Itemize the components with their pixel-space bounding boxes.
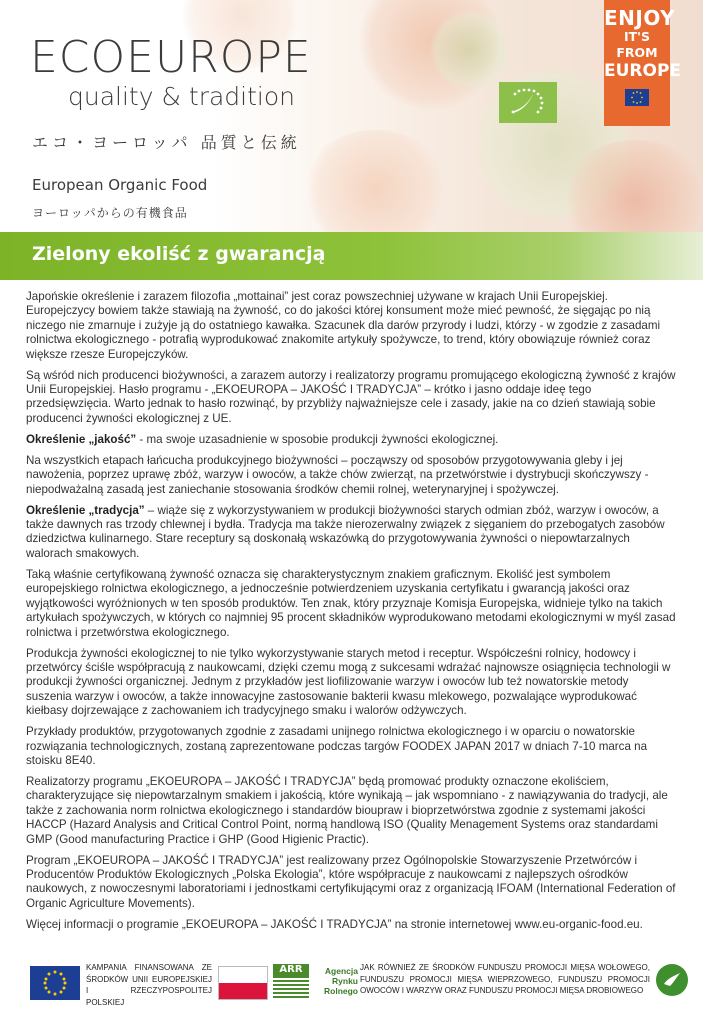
arr-logo — [273, 964, 309, 1000]
paragraph: Więcej informacji o programie „EKOEUROPA – JAKOŚĆ I TRADYCJA” na stronie internetowej www.eu-organic-food.eu. — [26, 917, 643, 931]
article-body — [26, 290, 676, 939]
title-bar — [0, 232, 703, 280]
eu-flag-icon — [625, 89, 649, 106]
paragraph: Określenie „tradycja” – wiąże się z wykorzystywaniem w produkcji biożywności starych odmian zbóż, warzyw i owoców, a także dawnych ras trzody chlewnej i bydła. Tradycja ma także nierozerwalny związek z sięganiem do przebogatych zasobów dziedzictwa kulinarnego. Stare receptury są doskonałą wskazówką do przygotowywania żywności o niepowtarzalnych walorach smakowych. — [26, 503, 665, 560]
paragraph: Realizatorzy programu „EKOEUROPA – JAKOŚĆ I TRADYCJA” będą promować produkty oznaczone ekoliściem, charakteryzujące się niepowtarzalnym smakiem i jakością, które wynikają – jak wspomniano - z nawiązywania do tradycji, ale także z zachowania norm rolnictwa ekologicznego i standardów bioupraw i bioprzetwórstwa zgodnie z systemami jakości HACCP (Hazard Analysis and Critical Control Point, normą handlową ISO (Quality Menagement Systems oraz standardami GMP (Good manufacturing Practice i GHP (Good Higienic Practic). — [26, 774, 668, 846]
polish-flag-icon — [218, 966, 268, 1000]
logo-tagline: quality & tradition — [68, 82, 296, 111]
europe-text: EUROPE — [604, 61, 682, 81]
page-title: Zielony ekoliść z gwarancją — [32, 243, 326, 265]
paragraph: Produkcja żywności ekologicznej to nie tylko wykorzystywanie starych metod i receptur. Współcześni rolnicy, hodowcy i przetwórcy ściśle współpracują z naukowcami, dzięki czemu mogą z sukcesami wdrażać najnowsze osiągnięcia technologii w produkcji żywności organicznej. Jednym z przykładów jest liofilizowanie warzyw i owoców lub też nowatorskie metody suszenia warzyw i owoców, a także innowacyjne zastosowanie bakterii kwasu mlekowego, pozwalające wyprodukować kiełbasy dojrzewające z zachowaniem ich tradycyjnego smaku i walorów odżywczych. — [26, 646, 671, 718]
paragraph: Określenie „jakość” - ma swoje uzasadnienie w sposobie produkcji żywności ekologicznej. — [26, 432, 499, 446]
paragraph: Program „EKOEUROPA – JAKOŚĆ I TRADYCJA” jest realizowany przez Ogólnopolskie Stowarzyszenie Przetwórców i Producentów Produktów Ekologicznych „Polska Ekologia”, które współpracuje z naukowcami z najlepszych ośrodków naukowych, z nowoczesnymi laboratoriami i jednostkami certyfikującymi oraz z organizacją IFOAM (International Federation of Organic Agriculture Movements). — [26, 853, 676, 910]
agency-name: Agencja Rynku Rolnego — [324, 966, 358, 996]
paragraph: Są wśród nich producenci biożywności, a zarazem autorzy i realizatorzy programu promującego ekologiczną żywność z krajów Unii Europejskiej. Hasło programu - „EKOEUROPA – JAKOŚĆ I TRADYCJA” – krótko i jasno oddaje ideę tego przedsięwzięcia. Warto jednak to hasło rozwinąć, by przybliży najważniejsze cele i zasady, jakie na co dzień stawiają sobie producenci żywności ekologicznej z UE. — [26, 368, 676, 425]
paragraph: Japońskie określenie i zarazem filozofia „mottainai” jest coraz powszechniej używane w krajach Unii Europejskiej. Europejczycy bowiem także stawiają na żywność, co do jakości której konsument może mieć pewność, że sięgając po nią niczego nie zmarnuje i zużyje ją do ostatniego kawałka. Szacunek dla darów przyrody i ludzi, którzy - w zgodzie z zasadami rolnictwa ekologicznego - potrafią wyprodukować znakomite artykuły spożywcze, to trend, który obowiązuje również coraz większe rzesze Europejczyków. — [26, 290, 661, 361]
japanese-food-label: ヨーロッパからの有機食品 — [32, 206, 188, 220]
paragraph: Przykłady produktów, przygotowanych zgodnie z zasadami unijnego rolnictwa ekologicznego i w oparciu o nowatorskie rozwiązania technologicznych, zostaną zaprezentowane podczas targów FOODEX JAPAN 2017 w dniach 7-10 marca na stoisku 8E40. — [26, 725, 648, 767]
paragraph: Taką właśnie certyfikowaną żywność oznacza się charakterystycznym znakiem graficznym. Ekoliść jest symbolem europejskiego rolnictwa ekologicznego, a jednocześnie potwierdzeniem uzyskania certyfikatu i gwarancją jakości oraz wyjątkowości wyróżnionych w ten sposób produktów. Ten znak, który przyznaje Komisja Europejska, widnieje tylko na takich artykułach spożywczych, w których co najmniej 95 procent składników wyprodukowano metodami ekologicznymi w myśl zasad rolnictwa i przetwórstwa ekologicznego. — [26, 567, 676, 639]
its-from-text: IT'S FROM — [616, 29, 658, 60]
arr-label: ARR — [273, 964, 309, 976]
campaign-funding-text: KAMPANIA FINANSOWANA ZE ŚRODKÓW UNII EUROPEJSKIEJ I RZECZYPOSPOLITEJ POLSKIEJ — [86, 963, 212, 1007]
japanese-tagline: エコ・ヨーロッパ 品質と伝統 — [32, 133, 301, 152]
vegetable-photo-bg — [430, 10, 510, 90]
header-banner — [0, 0, 703, 232]
vegetable-photo-bg — [300, 130, 450, 232]
promotion-fund-logo-icon — [656, 964, 688, 996]
promotion-funds-text: JAK RÓWNIEŻ ZE ŚRODKÓW FUNDUSZU PROMOCJI MIĘSA WOŁOWEGO, FUNDUSZU PROMOCJI MIĘSA WIEPRZOWEGO, FUNDUSZU PROMOCJI OWOCÓW I WARZYW ORAZ FUNDUSZU PROMOCJI MIĘSA DROBIOWEGO — [360, 963, 650, 995]
ecoeurope-logo: ECOEUROPE — [30, 32, 312, 83]
eu-organic-leaf-icon — [499, 82, 557, 123]
paragraph: Na wszystkich etapach łańcucha produkcyjnego biożywności – począwszy od sposobów przygotowywania gleby i jej nawożenia, poprzez uprawę zbóż, warzyw i owoców, a także chów zwierząt, na przetwórstwie i dystrybucji skończywszy - niepodważalną zasadą jest zaniechanie stosowania środków chemii rolnej, weterynaryjnej i spożywczej. — [26, 453, 649, 496]
enjoy-its-from-europe-badge — [604, 0, 682, 126]
eu-flag-icon — [30, 966, 80, 1000]
european-organic-food-label: European Organic Food — [32, 176, 208, 194]
footer — [0, 958, 703, 1024]
enjoy-text: ENJOY — [604, 6, 676, 30]
